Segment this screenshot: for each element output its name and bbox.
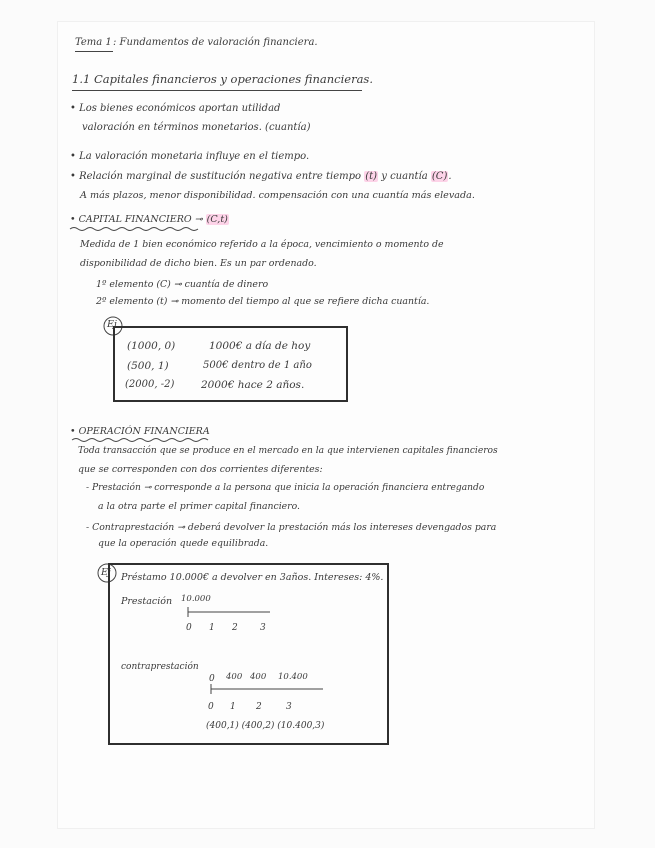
capital-def-line-1: Medida de 1 bien económico referido a la época, vencimiento o momento de xyxy=(80,239,444,250)
contra-zero: 0 xyxy=(209,674,215,684)
bullet-3-text-a: • Relación marginal de sustitución negativa entre tiempo xyxy=(70,171,365,182)
bullet-3-text-b: y cuantía xyxy=(378,171,431,182)
capital-heading xyxy=(70,215,229,225)
bullet-1-line-1: • Los bienes económicos aportan utilidad xyxy=(70,103,281,114)
contra-tick-0: 0 xyxy=(208,702,214,712)
operacion-heading: • OPERACIÓN FINANCIERA xyxy=(70,426,210,437)
capital-def-line-2: disponibilidad de dicho bien. Es un par ordenado. xyxy=(80,258,317,269)
capital-pair: (C,t) xyxy=(206,214,228,225)
capital-element-1: 1º elemento (C) ⊸ cuantía de dinero xyxy=(96,279,269,290)
highlight-c: (C) xyxy=(431,171,448,182)
arrow-icon: ⊸ xyxy=(194,214,203,225)
bullet-1-line-2: valoración en términos monetarios. (cuantía) xyxy=(82,122,311,133)
capital-element-2: 2º elemento (t) ⊸ momento del tiempo al que se refiere dicha cuantía. xyxy=(96,296,430,307)
tick-label-1: 1 xyxy=(209,623,215,633)
highlight-t: (t) xyxy=(365,171,378,182)
contraprestacion-timeline xyxy=(205,682,330,696)
contra-tick-3: 3 xyxy=(286,702,292,712)
contraprestacion-label: contraprestación xyxy=(121,662,199,672)
example-3-desc: 2000€ hace 2 años. xyxy=(201,379,305,391)
example-2-desc: 500€ dentro de 1 año xyxy=(203,360,312,371)
tema-underline xyxy=(75,51,113,52)
contraprestacion-line-1: - Contraprestación ⊸ deberá devolver la prestación más los intereses devengados para xyxy=(86,522,497,533)
tick-label-2: 2 xyxy=(232,623,238,633)
example-2-pair: (500, 1) xyxy=(127,360,169,372)
tick-label-0: 0 xyxy=(186,623,192,633)
example-2-title: Préstamo 10.000€ a devolver en 3años. Intereses: 4%. xyxy=(121,572,384,583)
prestacion-line-2: a la otra parte el primer capital financiero. xyxy=(98,501,301,512)
bullet-3-line-2: A más plazos, menor disponibilidad. compensación con una cuantía más elevada. xyxy=(80,190,475,201)
example-1-desc: 1000€ a día de hoy xyxy=(209,340,311,352)
contra-tick-2: 2 xyxy=(256,702,262,712)
prestacion-line-1: - Prestación ⊸ corresponde a la persona que inicia la operación financiera entregando xyxy=(86,483,485,493)
prestacion-timeline xyxy=(180,604,280,618)
wavy-underline-operacion xyxy=(72,437,212,443)
prestacion-label: Prestación xyxy=(121,596,173,607)
contra-tick-1: 1 xyxy=(230,702,236,712)
operacion-def-line-1: Toda transacción que se produce en el mercado en la que intervienen capitales financieros xyxy=(78,446,498,456)
bullet-3-text-c: . xyxy=(448,171,452,182)
contraprestacion-line-2: que la operación quede equilibrada. xyxy=(98,538,269,549)
tema-title: : Fundamentos de valoración financiera. xyxy=(113,37,318,48)
prestacion-amount: 10.000 xyxy=(181,594,211,604)
ej-label-2: Ej xyxy=(101,567,111,578)
section-title-underline xyxy=(72,90,362,91)
section-title: 1.1 Capitales financieros y operaciones financieras. xyxy=(72,72,373,86)
contra-amount-3: 10.400 xyxy=(278,672,308,682)
tema-label: Tema 1 xyxy=(75,37,112,48)
example-1-pair: (1000, 0) xyxy=(127,340,176,352)
operacion-def-line-2: que se corresponden con dos corrientes diferentes: xyxy=(78,464,323,475)
capitals-list: (400,1) (400,2) (10.400,3) xyxy=(206,721,325,731)
contra-amount-2: 400 xyxy=(250,672,267,682)
tick-label-3: 3 xyxy=(260,623,266,633)
bullet-3-line-1 xyxy=(70,172,452,182)
wavy-underline-capital xyxy=(70,226,200,232)
capital-heading-text: • CAPITAL FINANCIERO xyxy=(70,214,192,225)
example-box-2 xyxy=(108,563,389,745)
ej-label-1: Ej xyxy=(107,319,117,330)
example-3-pair: (2000, -2) xyxy=(125,379,175,390)
contra-amount-1: 400 xyxy=(226,672,243,682)
bullet-2: • La valoración monetaria influye en el tiempo. xyxy=(70,151,310,162)
